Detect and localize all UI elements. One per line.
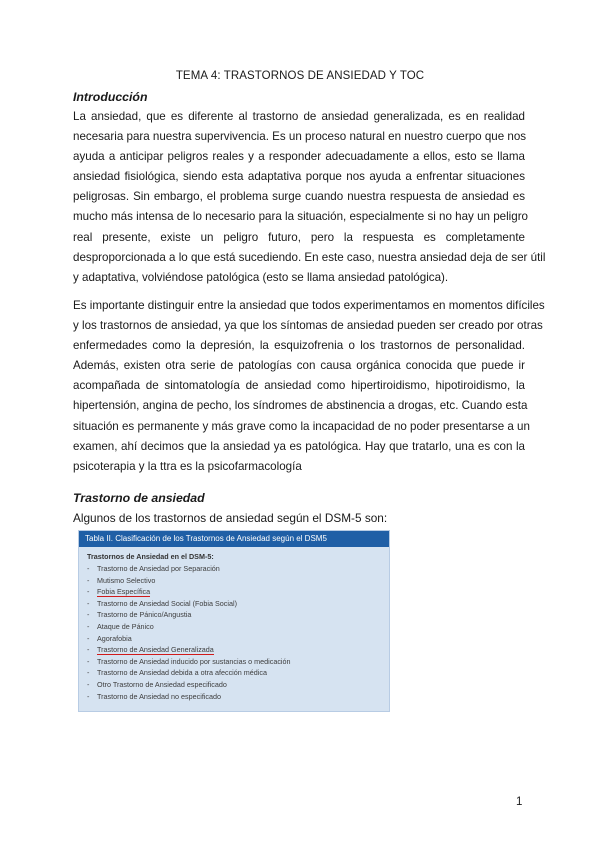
table-item: - Trastorno de Pánico/Angustia bbox=[87, 610, 192, 620]
page-number: 1 bbox=[516, 796, 523, 808]
table-item: - Ataque de Pánico bbox=[87, 621, 154, 631]
intro-heading: Introducción bbox=[73, 90, 148, 104]
paragraph-line: enfermedades como la depresión, la esquizofrenia o los trastornos de personalidad. bbox=[73, 339, 525, 353]
paragraph-line: peligrosas. Sin embargo, el problema surge cuando nuestra respuesta de ansiedad es bbox=[73, 190, 525, 204]
intro-paragraph-1 bbox=[73, 107, 546, 288]
paragraph-line: psicoterapia y la ttra es la psicofarmacología bbox=[73, 459, 302, 473]
underlined-item: Trastorno de Ansiedad Generalizada bbox=[97, 645, 214, 655]
table-item: - Fobia Específica bbox=[87, 587, 151, 597]
intro-paragraph-2 bbox=[73, 296, 545, 477]
section-heading: Trastorno de ansiedad bbox=[73, 491, 205, 505]
paragraph-line: y los trastornos de ansiedad, ya que los síntomas de ansiedad pueden ser creado por otras bbox=[73, 319, 543, 333]
table-item: - Trastorno de Ansiedad debida a otra afección médica bbox=[87, 668, 267, 678]
paragraph-line: hipertensión, angina de pecho, los síndromes de abstinencia a drogas, etc. Cuando esta bbox=[73, 399, 528, 413]
paragraph-line: examen, ahí decimos que la ansiedad ya es patológica. Hay que tratarlo, una es con la bbox=[73, 439, 525, 453]
table-item: - Otro Trastorno de Ansiedad especificado bbox=[87, 679, 227, 689]
underlined-item: Fobia Específica bbox=[97, 587, 151, 597]
table-item: - Trastorno de Ansiedad Social (Fobia Social) bbox=[87, 598, 237, 608]
dsm5-table-image bbox=[78, 530, 390, 712]
paragraph-line: necesaria para nuestra supervivencia. Es un proceso natural en nuestro cuerpo que nos bbox=[73, 130, 527, 144]
paragraph-line: real presente, existe un peligro futuro, pero la respuesta es completamente bbox=[73, 230, 525, 244]
section-subtitle: Algunos de los trastornos de ansiedad según el DSM-5 son: bbox=[73, 511, 388, 525]
paragraph-line: ayuda a anticipar peligros reales y a responder adecuadamente a ellos, esto se llama bbox=[73, 150, 525, 164]
table-item: - Mutismo Selectivo bbox=[87, 575, 156, 585]
paragraph-line: mucho más intensa de lo necesario para la situación, especialmente si no hay un peligro bbox=[73, 210, 528, 224]
table-body bbox=[79, 547, 389, 702]
paragraph-line: situación es permanente y más grave como la incapacidad de no poder presentarse a un bbox=[73, 419, 530, 433]
table-item: - Trastorno de Ansiedad por Separación bbox=[87, 564, 220, 573]
table-item: - Trastorno de Ansiedad inducido por sustancias o medicación bbox=[87, 656, 291, 666]
paragraph-line: Además, existen otra serie de patologías con causa orgánica conocida que puede ir bbox=[73, 359, 525, 373]
paragraph-line: ansiedad fisiológica, siendo esta adaptativa porque nos ayuda a enfrentar situaciones bbox=[73, 170, 525, 184]
table-header: Tabla II. Clasificación de los Trastornos de Ansiedad según el DSM5 bbox=[79, 531, 389, 547]
table-subheader: Trastornos de Ansiedad en el DSM-5: bbox=[87, 552, 214, 561]
table-item: - Agorafobia bbox=[87, 633, 132, 643]
paragraph-line: Es importante distinguir entre la ansiedad que todos experimentamos en momentos difíciles bbox=[73, 299, 545, 312]
paragraph-line: acompañada de sintomatología de ansiedad como hipertiroidismo, hipotiroidismo, la bbox=[73, 379, 525, 393]
table-item: - Trastorno de Ansiedad no especificado bbox=[87, 691, 221, 701]
page-title: TEMA 4: TRASTORNOS DE ANSIEDAD Y TOC bbox=[175, 70, 425, 82]
table-item: - Trastorno de Ansiedad Generalizada bbox=[87, 645, 214, 655]
paragraph-line: y adaptativa, volviéndose patológica (esto se llama ansiedad patológica). bbox=[73, 270, 449, 284]
paragraph-line: La ansiedad, que es diferente al trastorno de ansiedad generalizada, es en realidad bbox=[73, 110, 525, 123]
paragraph-line: desproporcionada a lo que está sucediendo. En este caso, nuestra ansiedad deja de ser útil bbox=[73, 250, 546, 264]
